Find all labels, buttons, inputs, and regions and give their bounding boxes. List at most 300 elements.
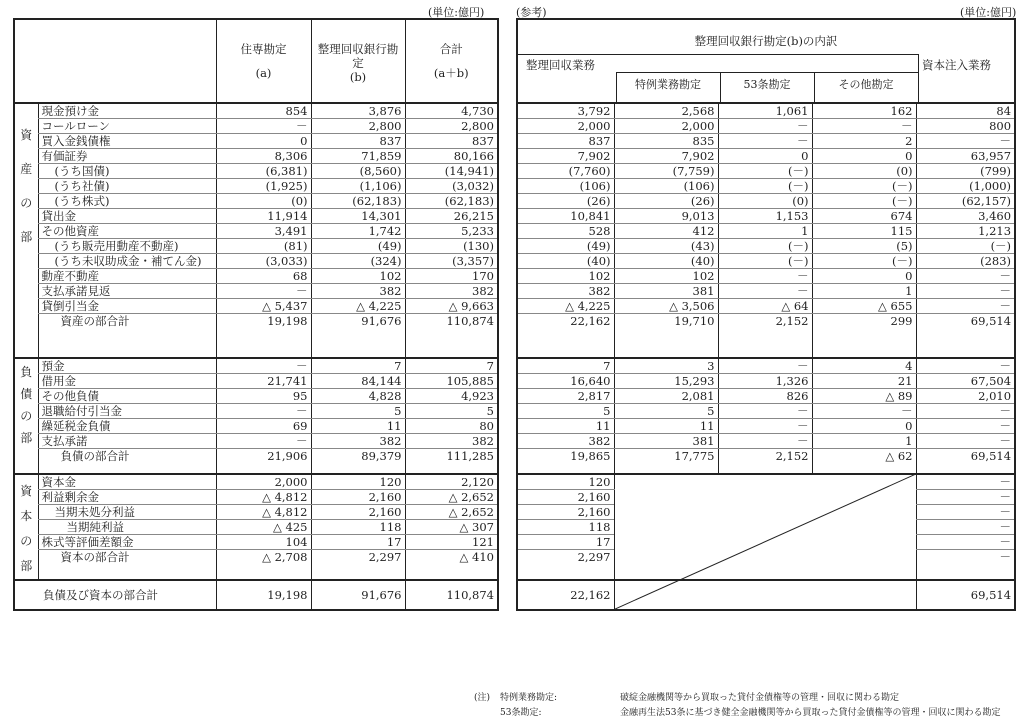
value-cell: △ 89: [812, 388, 916, 403]
value-cell: (49): [517, 239, 614, 254]
balance-sheet-left-table: [13, 18, 499, 611]
value-cell: (6,381): [216, 164, 311, 179]
table-row: [14, 358, 498, 374]
value-cell: 1: [812, 284, 916, 299]
value-cell: 4,828: [311, 388, 405, 403]
value-cell: (1,000): [916, 179, 1015, 194]
value-cell: 120: [517, 474, 614, 490]
table-row: [517, 239, 1015, 254]
value-cell: 7: [405, 358, 498, 374]
value-cell: 3,491: [216, 224, 311, 239]
value-cell: 1,742: [311, 224, 405, 239]
row-label: 利益剰余金: [38, 490, 216, 505]
value-cell: 118: [311, 520, 405, 535]
table-row: [14, 179, 498, 194]
value-cell: 84: [916, 103, 1015, 119]
value-cell: －: [216, 358, 311, 374]
value-cell: 800: [916, 119, 1015, 134]
value-cell: 854: [216, 103, 311, 119]
row-label: 資本金: [38, 474, 216, 490]
value-cell: 5,233: [405, 224, 498, 239]
table-row: [517, 134, 1015, 149]
table-row: [14, 239, 498, 254]
value-cell: 15,293: [614, 373, 718, 388]
value-cell: (－): [718, 164, 812, 179]
value-cell: (0): [216, 194, 311, 209]
value-cell: －: [718, 418, 812, 433]
value-cell: －: [916, 134, 1015, 149]
value-cell: 4,730: [405, 103, 498, 119]
value-cell: 5: [405, 403, 498, 418]
value-cell: 2,800: [405, 119, 498, 134]
value-cell: 826: [718, 388, 812, 403]
total-value: 19,865: [570, 448, 611, 463]
total-value: 91,676: [311, 314, 405, 358]
value-cell: (62,183): [311, 194, 405, 209]
table-row: [517, 164, 1015, 179]
row-label: 貸倒引当金: [38, 299, 216, 314]
total-row: [14, 448, 498, 474]
value-cell: 170: [405, 269, 498, 284]
section-char: 本: [20, 509, 33, 523]
value-cell: 17: [311, 535, 405, 550]
value-cell: △ 2,652: [405, 490, 498, 505]
value-cell: (26): [614, 194, 718, 209]
value-cell: 2,081: [614, 388, 718, 403]
value-cell: －: [916, 520, 1015, 535]
unit-label-right: (単位:億円): [960, 6, 1017, 19]
section-char: 部: [20, 430, 33, 445]
value-cell: 381: [614, 433, 718, 448]
section-label-liab: [14, 358, 38, 475]
value-cell: 80,166: [405, 149, 498, 164]
value-cell: (62,157): [916, 194, 1015, 209]
value-cell: 5: [517, 403, 614, 418]
unit-label-left: (単位:億円): [428, 6, 485, 19]
row-label: 支払承諾見返: [38, 284, 216, 299]
value-cell: 674: [812, 209, 916, 224]
value-cell: 5: [311, 403, 405, 418]
value-cell: 0: [812, 269, 916, 284]
value-cell: 63,957: [916, 149, 1015, 164]
total-value: 110,874: [405, 314, 498, 358]
value-cell: 382: [405, 284, 498, 299]
value-cell: (106): [614, 179, 718, 194]
section-char: 負: [20, 364, 33, 379]
table-row: [14, 373, 498, 388]
value-cell: 80: [405, 418, 498, 433]
row-label: 現金預け金: [38, 103, 216, 119]
value-cell: (－): [812, 254, 916, 269]
sub-header-53jo: 53条勘定: [743, 78, 791, 91]
table-row: [517, 103, 1015, 119]
value-cell: 102: [311, 269, 405, 284]
table-row: [14, 490, 498, 505]
value-cell: －: [916, 505, 1015, 520]
table-row: [14, 164, 498, 179]
value-cell: 7: [311, 358, 405, 374]
table-row: [14, 119, 498, 134]
row-label: (うち社債): [38, 179, 216, 194]
total-value: 69,514: [916, 314, 1015, 358]
value-cell: (3,357): [405, 254, 498, 269]
value-cell: (3,033): [216, 254, 311, 269]
value-cell: 412: [614, 224, 718, 239]
table-row: [14, 388, 498, 403]
value-cell: (1,925): [216, 179, 311, 194]
total-value: 299: [812, 314, 916, 358]
value-cell: (－): [718, 179, 812, 194]
value-cell: －: [216, 433, 311, 448]
value-cell: △ 3,506: [614, 299, 718, 314]
value-cell: 0: [812, 149, 916, 164]
total-value: 19,198: [216, 314, 311, 358]
row-label: 当期純利益: [38, 520, 216, 535]
value-cell: △ 655: [812, 299, 916, 314]
value-cell: 95: [216, 388, 311, 403]
row-label: (うち販売用動産不動産): [38, 239, 216, 254]
table-row: [14, 433, 498, 448]
value-cell: △ 307: [405, 520, 498, 535]
value-cell: 104: [216, 535, 311, 550]
value-cell: (81): [216, 239, 311, 254]
total-value: 2,297: [577, 550, 611, 564]
total-value: △ 410: [405, 550, 498, 580]
total-value: △ 2,708: [216, 550, 311, 580]
value-cell: 16,640: [517, 373, 614, 388]
value-cell: 837: [517, 134, 614, 149]
table-row: [14, 194, 498, 209]
grand-total-value: 91,676: [311, 580, 405, 610]
value-cell: 10,841: [517, 209, 614, 224]
value-cell: 3,876: [311, 103, 405, 119]
value-cell: 11,914: [216, 209, 311, 224]
value-cell: △ 4,812: [216, 505, 311, 520]
total-value: 19,710: [614, 314, 718, 358]
section-label-equity: [14, 474, 38, 580]
header-blank: [14, 19, 216, 103]
table-row: [14, 224, 498, 239]
value-cell: (8,560): [311, 164, 405, 179]
row-label: (うち未収助成金・補てん金): [38, 254, 216, 269]
table-row: [517, 179, 1015, 194]
total-value: 111,285: [405, 448, 498, 474]
value-cell: 1,153: [718, 209, 812, 224]
value-cell: (799): [916, 164, 1015, 179]
value-cell: 3: [614, 358, 718, 374]
total-row: [517, 314, 1015, 358]
table-row: [517, 284, 1015, 299]
value-cell: 8,306: [216, 149, 311, 164]
value-cell: (－): [718, 239, 812, 254]
value-cell: 21: [812, 373, 916, 388]
grand-total-value: 110,874: [405, 580, 498, 610]
value-cell: －: [916, 433, 1015, 448]
value-cell: (－): [718, 254, 812, 269]
value-cell: 382: [405, 433, 498, 448]
value-cell: △ 2,652: [405, 505, 498, 520]
row-label: (うち株式): [38, 194, 216, 209]
value-cell: △ 9,663: [405, 299, 498, 314]
total-value: 2,152: [718, 314, 812, 358]
grand-total-value: 22,162: [517, 580, 614, 610]
value-cell: 0: [216, 134, 311, 149]
value-cell: －: [718, 358, 812, 374]
value-cell: (－): [812, 179, 916, 194]
table-row: [517, 209, 1015, 224]
value-cell: (5): [812, 239, 916, 254]
shihon-header: 資本注入業務: [922, 58, 991, 72]
value-cell: 67,504: [916, 373, 1015, 388]
value-cell: (7,759): [614, 164, 718, 179]
table-row: [14, 149, 498, 164]
row-label: その他負債: [38, 388, 216, 403]
value-cell: (－): [916, 239, 1015, 254]
value-cell: 7,902: [614, 149, 718, 164]
total-label: 資本の部合計: [38, 550, 216, 580]
value-cell: 3,460: [916, 209, 1015, 224]
value-cell: 11: [311, 418, 405, 433]
row-label: その他資産: [38, 224, 216, 239]
value-cell: 2,000: [614, 119, 718, 134]
table-row: [517, 299, 1015, 314]
value-cell: 382: [311, 433, 405, 448]
section-char: 債: [20, 386, 33, 401]
grand-total-value: 19,198: [216, 580, 311, 610]
value-cell: 11: [614, 418, 718, 433]
value-cell: －: [812, 119, 916, 134]
value-cell: (－): [812, 194, 916, 209]
value-cell: 105,885: [405, 373, 498, 388]
table-row: [14, 134, 498, 149]
row-label: (うち国債): [38, 164, 216, 179]
value-cell: 837: [311, 134, 405, 149]
row-label: 動産不動産: [38, 269, 216, 284]
value-cell: (283): [916, 254, 1015, 269]
value-cell: 102: [614, 269, 718, 284]
table-row: [14, 403, 498, 418]
total-value: 21,906: [216, 448, 311, 474]
table-row: [517, 269, 1015, 284]
value-cell: 7: [517, 358, 614, 374]
row-label: 買入金銭債権: [38, 134, 216, 149]
table-row: [517, 119, 1015, 134]
sub-header-sonota: その他勘定: [838, 78, 894, 91]
value-cell: －: [916, 535, 1015, 550]
value-cell: 4,923: [405, 388, 498, 403]
header-col-total: 合計 (a＋b): [405, 19, 498, 103]
value-cell: (3,032): [405, 179, 498, 194]
table-row: [14, 520, 498, 535]
value-cell: 2,817: [517, 388, 614, 403]
value-cell: 382: [517, 433, 614, 448]
value-cell: 382: [311, 284, 405, 299]
total-value: 22,162: [570, 314, 611, 328]
breakdown-title: 整理回収銀行勘定(b)の内訳: [694, 34, 838, 48]
table-row: [517, 388, 1015, 403]
table-row: [517, 433, 1015, 448]
table-row: [517, 403, 1015, 418]
value-cell: 2,000: [216, 474, 311, 490]
value-cell: 3,792: [517, 103, 614, 119]
table-row: [14, 103, 498, 119]
seiri-header: 整理回収業務: [526, 58, 595, 72]
table-row: [14, 505, 498, 520]
value-cell: 2,160: [311, 505, 405, 520]
value-cell: －: [916, 299, 1015, 314]
value-cell: △ 4,225: [517, 299, 614, 314]
row-label: 株式等評価差額金: [38, 535, 216, 550]
value-cell: (1,106): [311, 179, 405, 194]
value-cell: 1,213: [916, 224, 1015, 239]
value-cell: －: [916, 284, 1015, 299]
value-cell: △ 64: [718, 299, 812, 314]
section-char: 資: [20, 128, 33, 142]
table-row: [517, 254, 1015, 269]
total-value: －: [916, 550, 1015, 580]
table-row: [14, 418, 498, 433]
value-cell: (62,183): [405, 194, 498, 209]
value-cell: －: [718, 119, 812, 134]
row-label: 有価証券: [38, 149, 216, 164]
table-row: [517, 418, 1015, 433]
value-cell: 4: [812, 358, 916, 374]
row-label: 預金: [38, 358, 216, 374]
value-cell: －: [718, 134, 812, 149]
reference-label: (参考): [516, 6, 547, 19]
value-cell: △ 4,812: [216, 490, 311, 505]
value-cell: 2,120: [405, 474, 498, 490]
row-label: 貸出金: [38, 209, 216, 224]
value-cell: 11: [517, 418, 614, 433]
row-label: 借用金: [38, 373, 216, 388]
total-value: △ 62: [812, 448, 916, 474]
value-cell: (40): [614, 254, 718, 269]
value-cell: 2,010: [916, 388, 1015, 403]
value-cell: (7,760): [517, 164, 614, 179]
note2-term: 53条勘定:: [500, 708, 542, 718]
value-cell: 84,144: [311, 373, 405, 388]
value-cell: －: [916, 474, 1015, 490]
header-col-a: 住専勘定 (a): [216, 19, 311, 103]
total-value: 89,379: [311, 448, 405, 474]
value-cell: －: [916, 403, 1015, 418]
value-cell: －: [916, 418, 1015, 433]
section-label-assets: [14, 103, 38, 358]
value-cell: △ 4,225: [311, 299, 405, 314]
value-cell: 5: [614, 403, 718, 418]
value-cell: 9,013: [614, 209, 718, 224]
value-cell: 1: [812, 433, 916, 448]
value-cell: (0): [812, 164, 916, 179]
section-char: 部: [20, 230, 33, 244]
table-row: [14, 284, 498, 299]
note2-text: 金融再生法53条に基づき健全金融機関等から買取った貸付金債権等の管理・回収に関わる勘定: [620, 708, 1001, 718]
value-cell: 1,061: [718, 103, 812, 119]
value-cell: 121: [405, 535, 498, 550]
value-cell: 162: [812, 103, 916, 119]
value-cell: (40): [517, 254, 614, 269]
value-cell: △ 425: [216, 520, 311, 535]
total-value: 2,297: [311, 550, 405, 580]
total-value: 2,152: [718, 448, 812, 474]
value-cell: (26): [517, 194, 614, 209]
value-cell: 1: [718, 224, 812, 239]
section-char: の: [20, 196, 33, 210]
value-cell: 0: [718, 149, 812, 164]
section-char: 資: [20, 484, 33, 498]
value-cell: △ 5,437: [216, 299, 311, 314]
row-label: コールローン: [38, 119, 216, 134]
total-row: [14, 550, 498, 580]
header-col-b: 整理回収銀行勘定 (b): [311, 19, 405, 103]
value-cell: (0): [718, 194, 812, 209]
value-cell: 17: [517, 535, 614, 550]
value-cell: 2,160: [517, 505, 614, 520]
row-label: 繰延税金負債: [38, 418, 216, 433]
table-row: [517, 149, 1015, 164]
row-label: 支払承諾: [38, 433, 216, 448]
value-cell: 2,568: [614, 103, 718, 119]
value-cell: －: [216, 403, 311, 418]
total-row: [14, 314, 498, 358]
note1-term: 特例業務勘定:: [500, 693, 558, 703]
value-cell: 2,000: [517, 119, 614, 134]
value-cell: －: [216, 119, 311, 134]
row-label: 当期未処分利益: [38, 505, 216, 520]
value-cell: 115: [812, 224, 916, 239]
table-row: [14, 535, 498, 550]
breakdown-header: [517, 19, 1015, 103]
value-cell: (49): [311, 239, 405, 254]
value-cell: －: [916, 269, 1015, 284]
total-label: 負債の部合計: [38, 448, 216, 474]
table-row: [14, 299, 498, 314]
sub-header-tokurei: 特例業務勘定: [635, 78, 701, 91]
total-label: 資産の部合計: [38, 314, 216, 358]
value-cell: －: [718, 284, 812, 299]
total-row: [517, 448, 1015, 474]
value-cell: 382: [517, 284, 614, 299]
value-cell: －: [916, 490, 1015, 505]
value-cell: 118: [517, 520, 614, 535]
grand-total-value: 69,514: [916, 580, 1015, 610]
value-cell: (14,941): [405, 164, 498, 179]
section-char: の: [20, 408, 33, 423]
value-cell: 69: [216, 418, 311, 433]
value-cell: (106): [517, 179, 614, 194]
value-cell: (324): [311, 254, 405, 269]
row-label: 退職給付引当金: [38, 403, 216, 418]
table-row: [14, 474, 498, 490]
total-value: 17,775: [614, 448, 718, 474]
table-row: [14, 269, 498, 284]
value-cell: (130): [405, 239, 498, 254]
value-cell: 2,800: [311, 119, 405, 134]
table-row: [517, 224, 1015, 239]
value-cell: 2,160: [517, 490, 614, 505]
section-char: の: [20, 534, 33, 548]
value-cell: 2,160: [311, 490, 405, 505]
section-char: 部: [20, 559, 33, 573]
value-cell: －: [718, 433, 812, 448]
value-cell: 0: [812, 418, 916, 433]
notes-prefix: (注): [474, 693, 491, 703]
value-cell: －: [216, 284, 311, 299]
value-cell: 381: [614, 284, 718, 299]
value-cell: －: [916, 358, 1015, 374]
value-cell: 835: [614, 134, 718, 149]
